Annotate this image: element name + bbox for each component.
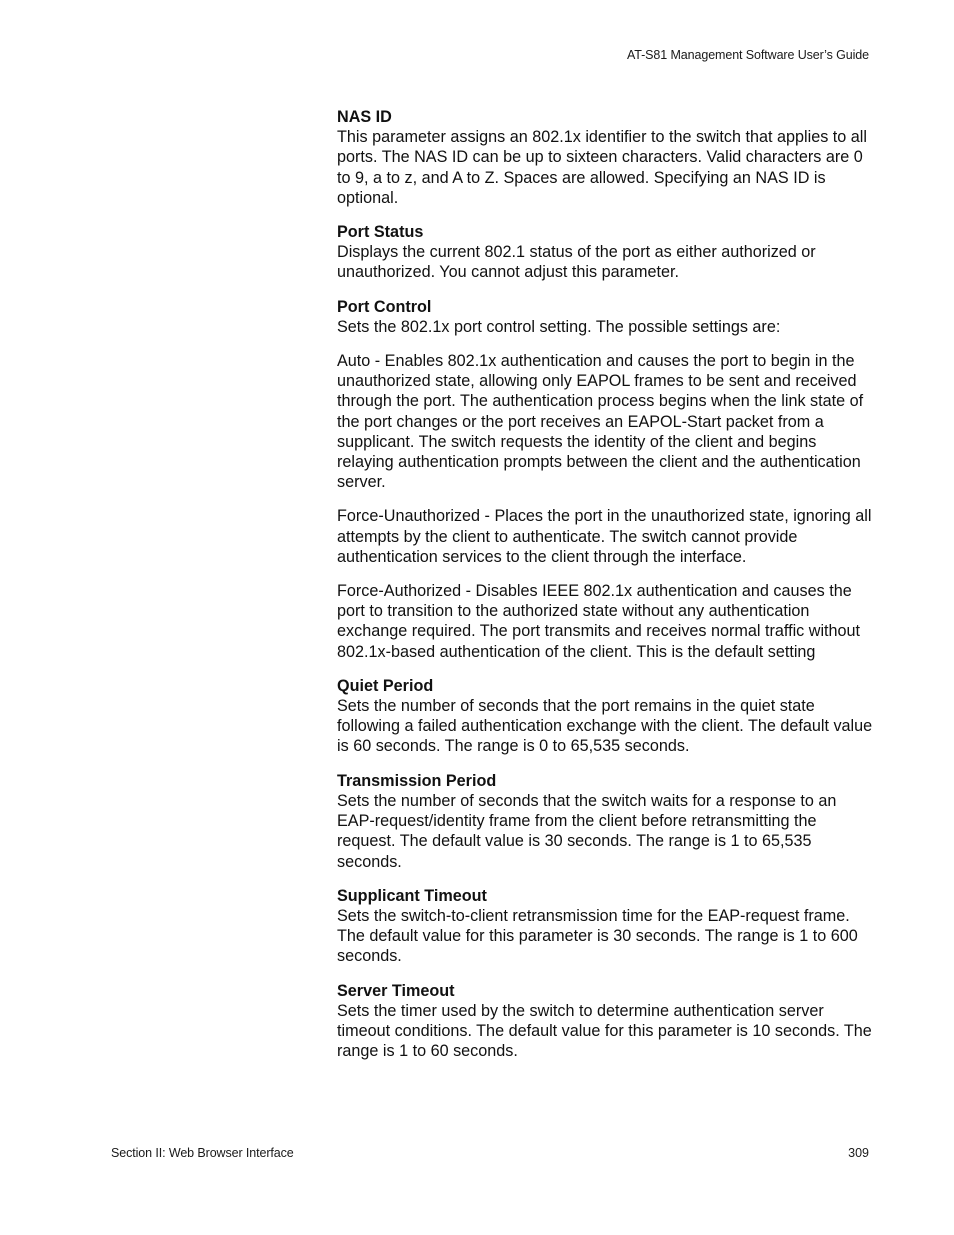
running-header: AT-S81 Management Software User’s Guide — [626, 48, 869, 62]
param-quiet-period — [337, 676, 873, 757]
footer-page-number: 309 — [848, 1146, 869, 1160]
param-heading: Port Status — [337, 223, 424, 242]
param-heading: Supplicant Timeout — [337, 886, 487, 905]
param-heading: Server Timeout — [337, 981, 455, 1000]
param-description: This parameter assigns an 802.1x identifier to the switch that applies to all ports. The NAS ID can be up to sixteen characters. Valid characters are 0 to 9, a to z, and A to Z. Spaces are allowed. Specifying an NAS ID is optional. — [337, 128, 867, 207]
setting-force-authorized: Force-Authorized - Disables IEEE 802.1x authentication and causes the port to transition to the authorized state without any authentication exchange required. The port transmits and receives normal traffic without 802.1x-based authentication of the client. This is the default setting — [337, 582, 861, 661]
param-description: Sets the switch-to-client retransmission time for the EAP-request frame. The default value for this parameter is 30 seconds. The range is 1 to 600 seconds. — [337, 906, 858, 966]
param-heading: Port Control — [337, 297, 432, 316]
param-port-status — [337, 222, 873, 283]
param-supplicant-timeout — [337, 886, 873, 967]
param-nas-id — [337, 107, 873, 208]
param-heading: Quiet Period — [337, 676, 434, 695]
param-heading: NAS ID — [337, 108, 392, 126]
param-description: Sets the number of seconds that the switch waits for a response to an EAP-request/identity frame from the client before retransmitting the request. The default value is 30 seconds. The range is 1 to 65,535 seconds. — [337, 791, 837, 871]
setting-auto: Auto - Enables 802.1x authentication and causes the port to begin in the unauthorized state, allowing only EAPOL frames to be sent and received through the port. The authentication process begins when the link state of the port changes or the port receives an EAPOL-Start packet from a supplicant. The switch requests the identity of the client and begins relaying authentication prompts between the client and the authentication server. — [337, 352, 864, 492]
param-server-timeout — [337, 981, 873, 1062]
document-body — [337, 107, 873, 1075]
setting-force-unauthorized: Force-Unauthorized - Places the port in the unauthorized state, ignoring all attempts by the client to authenticate. The switch cannot provide authentication services to the client through the interface. — [337, 507, 872, 566]
param-description: Sets the timer used by the switch to determine authentication server timeout conditions. The default value for this parameter is 10 seconds. The range is 1 to 60 seconds. — [337, 1001, 872, 1061]
param-transmission-period — [337, 771, 873, 872]
param-description: Displays the current 802.1 status of the port as either authorized or unauthorized. You cannot adjust this parameter. — [337, 243, 816, 282]
footer-section-label: Section II: Web Browser Interface — [111, 1146, 294, 1160]
param-description: Sets the number of seconds that the port remains in the quiet state following a failed authentication exchange with the client. The default value is 60 seconds. The range is 0 to 65,535 seconds. — [337, 697, 873, 756]
param-description: Sets the 802.1x port control setting. The possible settings are: — [337, 317, 781, 336]
param-port-control — [337, 297, 873, 662]
param-heading: Transmission Period — [337, 771, 497, 790]
